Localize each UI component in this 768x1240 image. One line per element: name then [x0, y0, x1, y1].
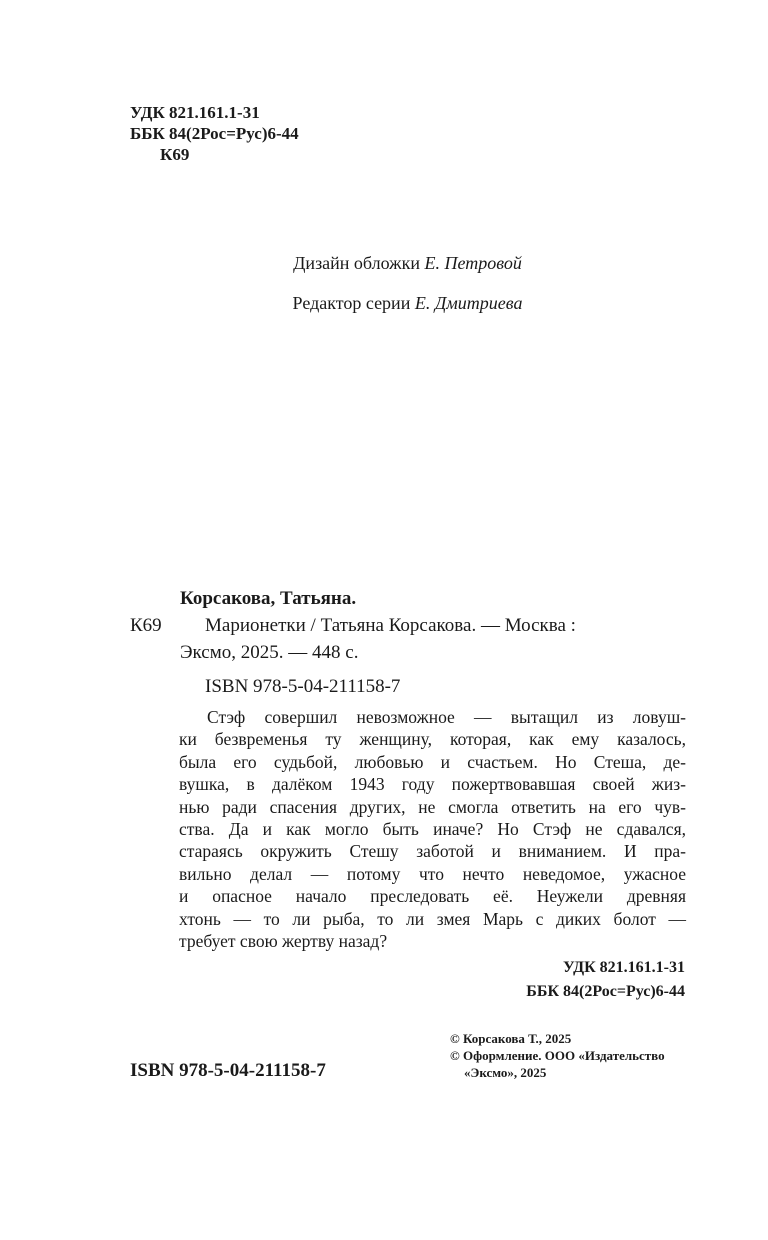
- annotation-line: Стэф совершил невозможное — вытащил из ловуш-: [207, 707, 686, 727]
- annotation-line: и опасное начало преследовать её. Неужели древняя: [179, 886, 686, 907]
- credits-block: [130, 253, 685, 333]
- bibliographic-codes-bottom: [526, 956, 685, 1004]
- annotation-line: вушка, в далёком 1943 году пожертвовавшая своей жиз-: [179, 774, 686, 795]
- copyright-publisher-cont: «Эксмо», 2025: [464, 1065, 547, 1080]
- catalog-entry-line2: Эксмо, 2025. — 448 с.: [180, 642, 359, 663]
- copyright-author: © Корсакова Т., 2025: [450, 1031, 572, 1046]
- annotation-line: хтонь — то ли рыба, то ли змея Марь с диких болот —: [179, 908, 686, 929]
- bibliographic-codes-top: [130, 102, 299, 165]
- copyright-block: [450, 1030, 665, 1081]
- udk-code-bottom: УДК 821.161.1-31: [562, 959, 685, 976]
- series-editor-name: Е. Дмитриева: [414, 293, 523, 313]
- annotation-line: стараясь окружить Стешу заботой и вниманием. И пра-: [179, 841, 686, 862]
- cover-design-label: Дизайн обложки: [293, 253, 425, 273]
- series-editor-label: Редактор серии: [292, 293, 415, 313]
- annotation-line: была его судьбой, любовью и счастьем. Но Стеша, де-: [179, 751, 686, 772]
- catalog-entry-text: Марионетки / Татьяна Корсакова. — Москва :: [205, 615, 576, 636]
- annotation-line: вильно делал — потому что нечто неведомое, ужасное: [179, 863, 686, 884]
- udk-code-top: УДК 821.161.1-31: [130, 103, 260, 122]
- cover-design-credit: [130, 253, 685, 274]
- annotation-line: нью ради спасения других, не смогла ответить на его чув-: [179, 796, 686, 817]
- series-editor-credit: [130, 293, 685, 314]
- catalog-code: К69: [130, 615, 162, 636]
- bbk-code-top: ББК 84(2Рос=Рус)6-44: [130, 124, 299, 143]
- catalog-isbn: ISBN 978-5-04-211158-7: [205, 676, 401, 697]
- copyright-publisher: © Оформление. ООО «Издательство: [450, 1048, 665, 1063]
- cover-design-name: Е. Петровой: [424, 253, 522, 273]
- catalog-author: Корсакова, Татьяна.: [180, 588, 357, 609]
- annotation-paragraph: [179, 706, 686, 952]
- catalog-entry-line1: [130, 612, 686, 639]
- catalog-code-top: К69: [160, 145, 190, 164]
- bbk-code-bottom: ББК 84(2Рос=Рус)6-44: [526, 983, 685, 1000]
- annotation-line: ки безвременья ту женщину, которая, как ему казалось,: [179, 729, 686, 750]
- annotation-line: ства. Да и как могло быть иначе? Но Стэф не сдавался,: [179, 819, 686, 840]
- catalog-card: [130, 585, 686, 700]
- isbn-bottom: ISBN 978-5-04-211158-7: [130, 1060, 326, 1081]
- annotation-line-last: требует свою жертву назад?: [179, 931, 388, 952]
